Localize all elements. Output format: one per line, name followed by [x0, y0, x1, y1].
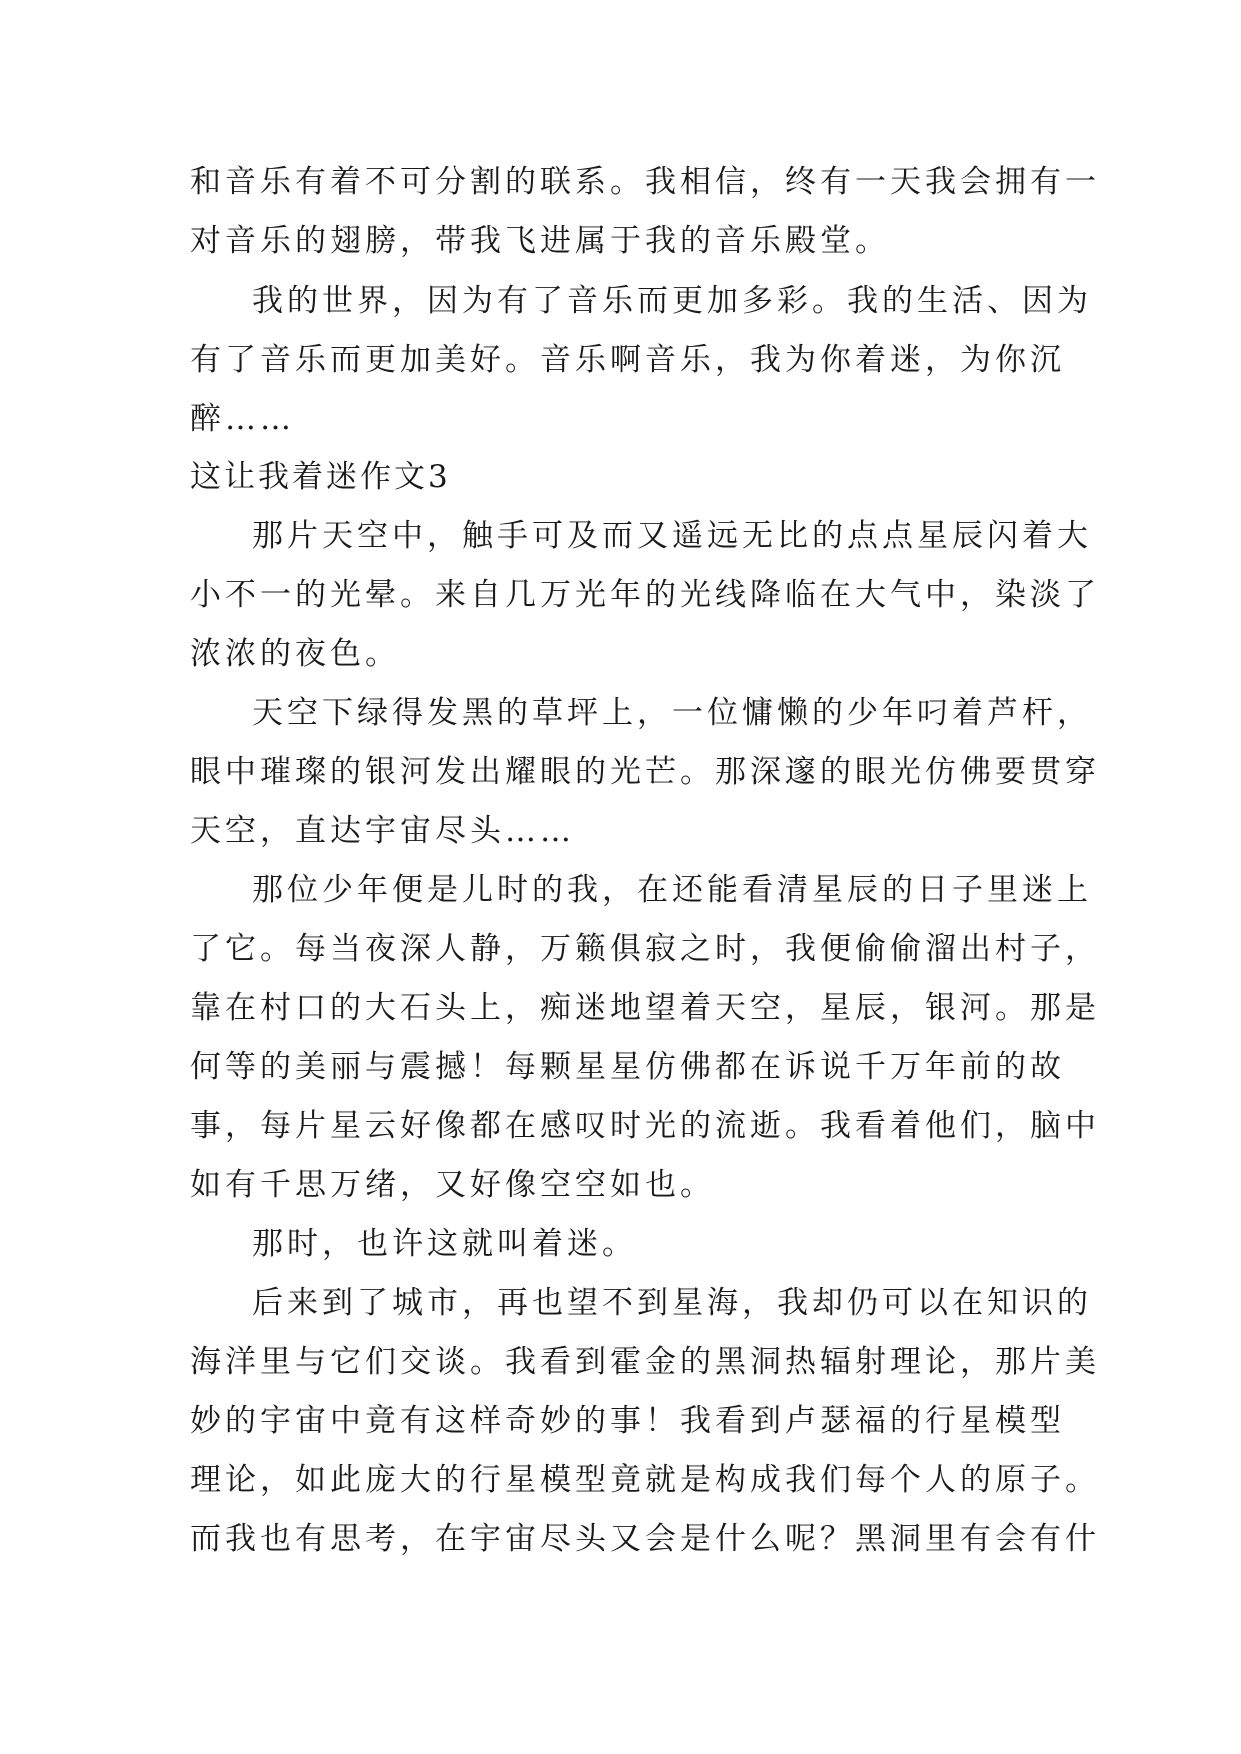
text-line: 如有千思万绪，又好像空空如也。 [190, 1167, 715, 1203]
section-heading: 这让我着迷作文3 [190, 459, 451, 495]
text-line: 而我也有思考，在宇宙尽头又会是什么呢？黑洞里有会有什 [190, 1521, 1100, 1557]
paragraph-start: 那片天空中，触手可及而又遥远无比的点点星辰闪着大 [252, 518, 1092, 554]
text-line: 对音乐的翅膀，带我飞进属于我的音乐殿堂。 [190, 223, 890, 259]
text-line: 和音乐有着不可分割的联系。我相信，终有一天我会拥有一 [190, 164, 1100, 200]
text-line: 天空，直达宇宙尽头…… [190, 813, 575, 849]
text-line: 海洋里与它们交谈。我看到霍金的黑洞热辐射理论，那片美 [190, 1344, 1100, 1380]
text-line: 理论，如此庞大的行星模型竟就是构成我们每个人的原子。 [190, 1462, 1100, 1498]
text-line: 何等的美丽与震撼！每颗星星仿佛都在诉说千万年前的故 [190, 1049, 1065, 1085]
text-line: 浓浓的夜色。 [190, 636, 400, 672]
paragraph-start: 后来到了城市，再也望不到星海，我却仍可以在知识的 [252, 1285, 1092, 1321]
text-line: 了它。每当夜深人静，万籁俱寂之时，我便偷偷溜出村子， [190, 931, 1100, 967]
text-line: 小不一的光晕。来自几万光年的光线降临在大气中，染淡了 [190, 577, 1100, 613]
text-line: 事，每片星云好像都在感叹时光的流逝。我看着他们，脑中 [190, 1108, 1100, 1144]
text-line: 眼中璀璨的银河发出耀眼的光芒。那深邃的眼光仿佛要贯穿 [190, 754, 1100, 790]
paragraph-start: 那位少年便是儿时的我，在还能看清星辰的日子里迷上 [252, 872, 1092, 908]
text-line: 妙的宇宙中竟有这样奇妙的事！我看到卢瑟福的行星模型 [190, 1403, 1065, 1439]
text-line: 醉…… [190, 401, 295, 437]
paragraph-start: 那时，也许这就叫着迷。 [252, 1226, 637, 1262]
paragraph-start: 我的世界，因为有了音乐而更加多彩。我的生活、因为 [252, 283, 1092, 319]
paragraph-start: 天空下绿得发黑的草坪上，一位慵懒的少年叼着芦杆， [252, 695, 1092, 731]
text-line: 有了音乐而更加美好。音乐啊音乐，我为你着迷，为你沉 [190, 342, 1065, 378]
text-line: 靠在村口的大石头上，痴迷地望着天空，星辰，银河。那是 [190, 990, 1100, 1026]
